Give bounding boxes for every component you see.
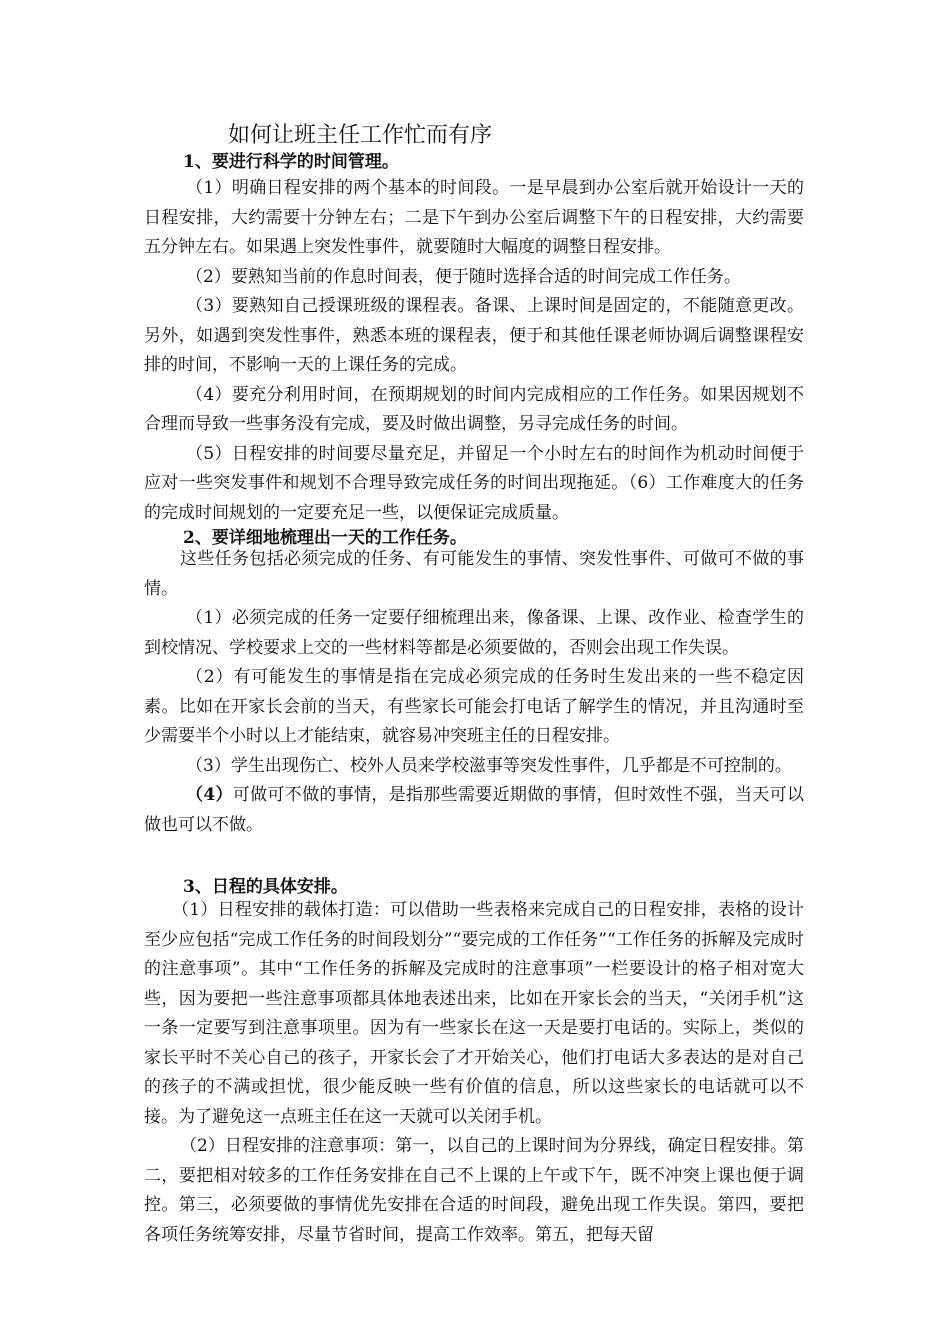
section1-paragraph-3: （3）要熟知自己授课班级的课程表。备课、上课时间是固定的，不能随意更改。另外，如遇到突发性事件，熟悉本班的课程表，便于和其他任课老师协调后调整课程安排的时间，不影响一天的上课任务的完成。: [144, 296, 804, 375]
section1-heading: 1、要进行科学的时间管理。: [183, 152, 399, 172]
section2-heading: 2、要详细地梳理出一天的工作任务。: [183, 528, 467, 548]
section2-body: [144, 545, 804, 840]
section2-paragraph-4-text: 可做可不做的事情，是指那些需要近期做的事情，但时效性不强，当天可以做也可以不做。: [144, 785, 804, 835]
section1-paragraph-2: （2）要熟知当前的作息时间表，便于随时选择合适的时间完成工作任务。: [186, 266, 741, 287]
section1-body: [144, 174, 804, 528]
section2-intro: 这些任务包括必须完成的任务、有可能发生的事情、突发性事件、可做可不做的事情。: [144, 549, 804, 599]
section3-heading: 3、日程的具体安排。: [183, 877, 348, 897]
document-title: 如何让班主任工作忙而有序: [228, 123, 493, 148]
section2-paragraph-4: [144, 781, 804, 840]
section2-paragraph-4-number: （4）: [186, 785, 233, 805]
section2-paragraph-3: （3）学生出现伤亡、校外人员来学校滋事等突发性事件，几乎都是不可控制的。: [186, 755, 792, 776]
section3-paragraph-1: （1）日程安排的载体打造：可以借助一些表格来完成自己的日程安排，表格的设计至少应包括“完成工作任务的时间段划分”“要完成的工作任务”“工作任务的拆解及完成时的注意事项”。其中“工作任务的拆解及完成时的注意事项”一栏要设计的格子相对宽大些，因为要把一些注意事项都具体地表述出来，比如在开家长会的当天，“关闭手机”这一条一定要写到注意事项里。因为有一些家长在这一天是要打电话的。实际上，类似的家长平时不关心自己的孩子，开家长会了才开始关心，他们打电话大多表达的是对自己的孩子的不满或担忧，很少能反映一些有价值的信息，所以这些家长的电话就可以不接。为了避免这一点班主任在这一天就可以关闭手机。: [144, 900, 804, 1127]
section2-paragraph-1: （1）必须完成的任务一定要仔细梳理出来，像备课、上课、改作业、检查学生的到校情况、学校要求上交的一些材料等都是必须要做的，否则会出现工作失误。: [144, 608, 804, 658]
section1-paragraph-4: （4）要充分利用时间，在预期规划的时间内完成相应的工作任务。如果因规划不合理而导致一些事务没有完成，要及时做出调整，另寻完成任务的时间。: [144, 384, 804, 434]
section1-paragraph-5: （5）日程安排的时间要尽量充足，并留足一个小时左右的时间作为机动时间便于应对一些突发事件和规划不合理导致完成任务的时间出现拖延。（6）工作难度大的任务的完成时间规划的一定要充足一些，以便保证完成质量。: [144, 443, 804, 523]
section3-paragraph-2: （2）日程安排的注意事项：第一，以自己的上课时间为分界线，确定日程安排。第二，要把相对较多的工作任务安排在自己不上课的上午或下午，既不冲突上课也便于调控。第三，必须要做的事情优先安排在合适的时间段，避免出现工作失误。第四，要把各项任务统筹安排，尽量节省时间，提高工作效率。第五，把每天留: [144, 1136, 804, 1245]
section2-paragraph-2: （2）有可能发生的事情是指在完成必须完成的任务时生发出来的一些不稳定因素。比如在开家长会前的当天，有些家长可能会打电话了解学生的情况，并且沟通时至少需要半个小时以上才能结束，就容易冲突班主任的日程安排。: [144, 667, 804, 746]
section3-body: [144, 896, 804, 1250]
section1-paragraph-1: （1）明确日程安排的两个基本的时间段。一是早晨到办公室后就开始设计一天的日程安排，大约需要十分钟左右；二是下午到办公室后调整下午的日程安排，大约需要五分钟左右。如果遇上突发性事件，就要随时大幅度的调整日程安排。: [144, 178, 804, 257]
